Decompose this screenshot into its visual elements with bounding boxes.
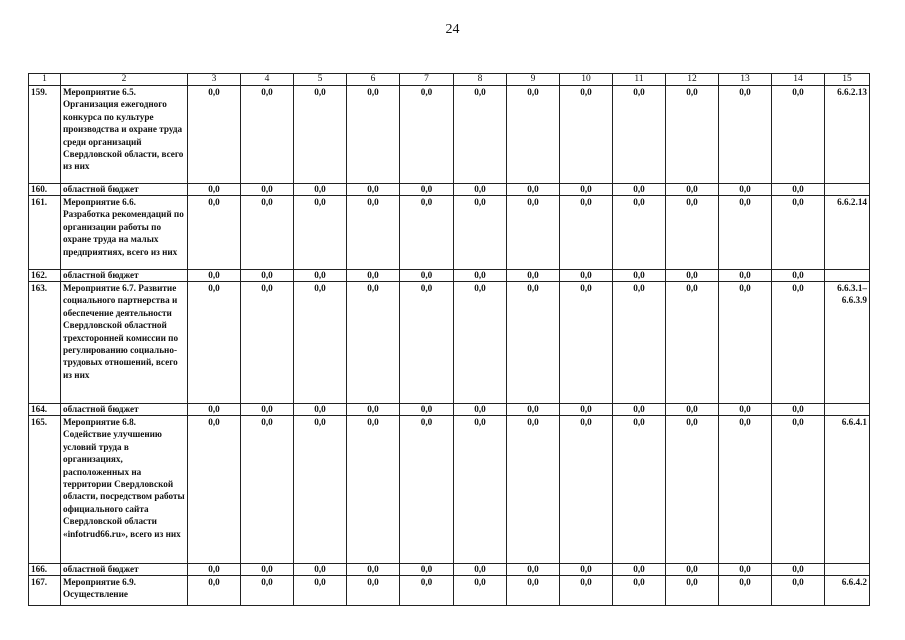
value-cell-col-11: 0,0 [613,564,666,576]
target-code: 6.6.3.1– 6.6.3.9 [825,282,870,404]
column-header-7: 7 [400,74,454,86]
activity-row [29,196,870,270]
column-header-12: 12 [666,74,719,86]
value-cell-col-5: 0,0 [294,416,347,564]
value-cell-col-5: 0,0 [294,270,347,282]
target-code [825,270,870,282]
value-cell-col-8: 0,0 [454,184,507,196]
value-cell-col-13: 0,0 [719,416,772,564]
funding-source-label: областной бюджет [61,404,188,416]
target-code: 6.6.4.2 [825,576,870,606]
value-cell-col-10: 0,0 [560,196,613,270]
value-cell-col-3: 0,0 [188,184,241,196]
value-cell-col-3: 0,0 [188,404,241,416]
value-cell-col-3: 0,0 [188,270,241,282]
value-cell-col-10: 0,0 [560,576,613,606]
budget-subrow [29,184,870,196]
value-cell-col-4: 0,0 [241,282,294,404]
budget-table-container [28,73,870,606]
value-cell-col-6: 0,0 [347,196,400,270]
value-cell-col-8: 0,0 [454,196,507,270]
value-cell-col-8: 0,0 [454,86,507,184]
value-cell-col-7: 0,0 [400,576,454,606]
value-cell-col-13: 0,0 [719,564,772,576]
column-header-14: 14 [772,74,825,86]
value-cell-col-13: 0,0 [719,404,772,416]
row-number: 161. [29,196,61,270]
funding-source-label: областной бюджет [61,184,188,196]
row-number: 160. [29,184,61,196]
budget-subrow [29,404,870,416]
value-cell-col-8: 0,0 [454,416,507,564]
value-cell-col-8: 0,0 [454,564,507,576]
value-cell-col-7: 0,0 [400,564,454,576]
value-cell-col-4: 0,0 [241,184,294,196]
value-cell-col-12: 0,0 [666,196,719,270]
value-cell-col-7: 0,0 [400,196,454,270]
value-cell-col-7: 0,0 [400,270,454,282]
value-cell-col-3: 0,0 [188,86,241,184]
activity-row [29,576,870,606]
value-cell-col-13: 0,0 [719,86,772,184]
value-cell-col-7: 0,0 [400,86,454,184]
row-number: 162. [29,270,61,282]
value-cell-col-12: 0,0 [666,184,719,196]
value-cell-col-9: 0,0 [507,270,560,282]
value-cell-col-12: 0,0 [666,416,719,564]
value-cell-col-14: 0,0 [772,576,825,606]
header-row [29,74,870,86]
value-cell-col-8: 0,0 [454,404,507,416]
value-cell-col-9: 0,0 [507,184,560,196]
value-cell-col-11: 0,0 [613,184,666,196]
funding-source-label: областной бюджет [61,564,188,576]
value-cell-col-6: 0,0 [347,416,400,564]
value-cell-col-4: 0,0 [241,196,294,270]
activity-name: Мероприятие 6.6. Разработка рекомендаций по организации работы по охране труда на малых предприятиях, всего из них [61,196,188,270]
value-cell-col-3: 0,0 [188,282,241,404]
value-cell-col-7: 0,0 [400,404,454,416]
activity-name: Мероприятие 6.8. Содействие улучшению условий труда в организациях, расположенных на территории Свердловской области, посредством работы официального сайта Свердловской области «infotrud66.ru», всего из них [61,416,188,564]
column-header-4: 4 [241,74,294,86]
value-cell-col-5: 0,0 [294,564,347,576]
value-cell-col-11: 0,0 [613,282,666,404]
value-cell-col-14: 0,0 [772,416,825,564]
value-cell-col-10: 0,0 [560,282,613,404]
value-cell-col-8: 0,0 [454,270,507,282]
value-cell-col-13: 0,0 [719,270,772,282]
value-cell-col-13: 0,0 [719,282,772,404]
value-cell-col-3: 0,0 [188,416,241,564]
column-header-10: 10 [560,74,613,86]
value-cell-col-10: 0,0 [560,86,613,184]
value-cell-col-6: 0,0 [347,270,400,282]
value-cell-col-5: 0,0 [294,184,347,196]
value-cell-col-6: 0,0 [347,86,400,184]
value-cell-col-5: 0,0 [294,576,347,606]
value-cell-col-3: 0,0 [188,576,241,606]
value-cell-col-13: 0,0 [719,196,772,270]
value-cell-col-11: 0,0 [613,416,666,564]
value-cell-col-9: 0,0 [507,196,560,270]
value-cell-col-6: 0,0 [347,404,400,416]
value-cell-col-11: 0,0 [613,576,666,606]
budget-table [28,73,870,606]
budget-subrow [29,564,870,576]
activity-name: Мероприятие 6.7. Развитие социального партнерства и обеспечение деятельности Свердловской областной трехсторонней комиссии по регулированию социально-трудовых отношений, всего из них [61,282,188,404]
value-cell-col-9: 0,0 [507,404,560,416]
value-cell-col-14: 0,0 [772,86,825,184]
row-number: 167. [29,576,61,606]
value-cell-col-5: 0,0 [294,86,347,184]
value-cell-col-4: 0,0 [241,416,294,564]
value-cell-col-5: 0,0 [294,196,347,270]
column-header-6: 6 [347,74,400,86]
row-number: 159. [29,86,61,184]
value-cell-col-14: 0,0 [772,196,825,270]
value-cell-col-6: 0,0 [347,576,400,606]
value-cell-col-10: 0,0 [560,416,613,564]
row-number: 164. [29,404,61,416]
value-cell-col-11: 0,0 [613,404,666,416]
value-cell-col-5: 0,0 [294,282,347,404]
value-cell-col-14: 0,0 [772,282,825,404]
activity-name: Мероприятие 6.9. Осуществление [61,576,188,606]
value-cell-col-9: 0,0 [507,282,560,404]
value-cell-col-11: 0,0 [613,86,666,184]
funding-source-label: областной бюджет [61,270,188,282]
value-cell-col-4: 0,0 [241,86,294,184]
target-code [825,404,870,416]
value-cell-col-13: 0,0 [719,184,772,196]
value-cell-col-12: 0,0 [666,576,719,606]
value-cell-col-6: 0,0 [347,184,400,196]
value-cell-col-14: 0,0 [772,184,825,196]
value-cell-col-13: 0,0 [719,576,772,606]
value-cell-col-6: 0,0 [347,282,400,404]
value-cell-col-5: 0,0 [294,404,347,416]
value-cell-col-11: 0,0 [613,196,666,270]
value-cell-col-6: 0,0 [347,564,400,576]
target-code: 6.6.2.14 [825,196,870,270]
column-header-8: 8 [454,74,507,86]
value-cell-col-12: 0,0 [666,404,719,416]
value-cell-col-10: 0,0 [560,404,613,416]
column-header-9: 9 [507,74,560,86]
column-header-3: 3 [188,74,241,86]
value-cell-col-10: 0,0 [560,184,613,196]
value-cell-col-10: 0,0 [560,564,613,576]
budget-subrow [29,270,870,282]
value-cell-col-7: 0,0 [400,282,454,404]
page-number: 24 [445,22,460,37]
value-cell-col-4: 0,0 [241,404,294,416]
column-header-5: 5 [294,74,347,86]
activity-row [29,416,870,564]
value-cell-col-4: 0,0 [241,270,294,282]
value-cell-col-3: 0,0 [188,564,241,576]
target-code: 6.6.2.13 [825,86,870,184]
column-header-15: 15 [825,74,870,86]
column-header-13: 13 [719,74,772,86]
value-cell-col-10: 0,0 [560,270,613,282]
value-cell-col-14: 0,0 [772,404,825,416]
value-cell-col-7: 0,0 [400,184,454,196]
value-cell-col-9: 0,0 [507,576,560,606]
activity-row [29,86,870,184]
value-cell-col-12: 0,0 [666,86,719,184]
value-cell-col-8: 0,0 [454,282,507,404]
value-cell-col-14: 0,0 [772,564,825,576]
value-cell-col-14: 0,0 [772,270,825,282]
column-header-11: 11 [613,74,666,86]
row-number: 163. [29,282,61,404]
value-cell-col-12: 0,0 [666,270,719,282]
column-header-2: 2 [61,74,188,86]
target-code: 6.6.4.1 [825,416,870,564]
value-cell-col-9: 0,0 [507,86,560,184]
target-code [825,184,870,196]
activity-row [29,282,870,404]
value-cell-col-3: 0,0 [188,196,241,270]
value-cell-col-7: 0,0 [400,416,454,564]
value-cell-col-9: 0,0 [507,416,560,564]
row-number: 165. [29,416,61,564]
table-body [29,86,870,606]
value-cell-col-4: 0,0 [241,564,294,576]
row-number: 166. [29,564,61,576]
value-cell-col-4: 0,0 [241,576,294,606]
target-code [825,564,870,576]
value-cell-col-12: 0,0 [666,564,719,576]
column-header-1: 1 [29,74,61,86]
activity-name: Мероприятие 6.5. Организация ежегодного конкурса по культуре производства и охране труда среди организаций Свердловской области, всего из них [61,86,188,184]
value-cell-col-9: 0,0 [507,564,560,576]
value-cell-col-8: 0,0 [454,576,507,606]
value-cell-col-11: 0,0 [613,270,666,282]
value-cell-col-12: 0,0 [666,282,719,404]
